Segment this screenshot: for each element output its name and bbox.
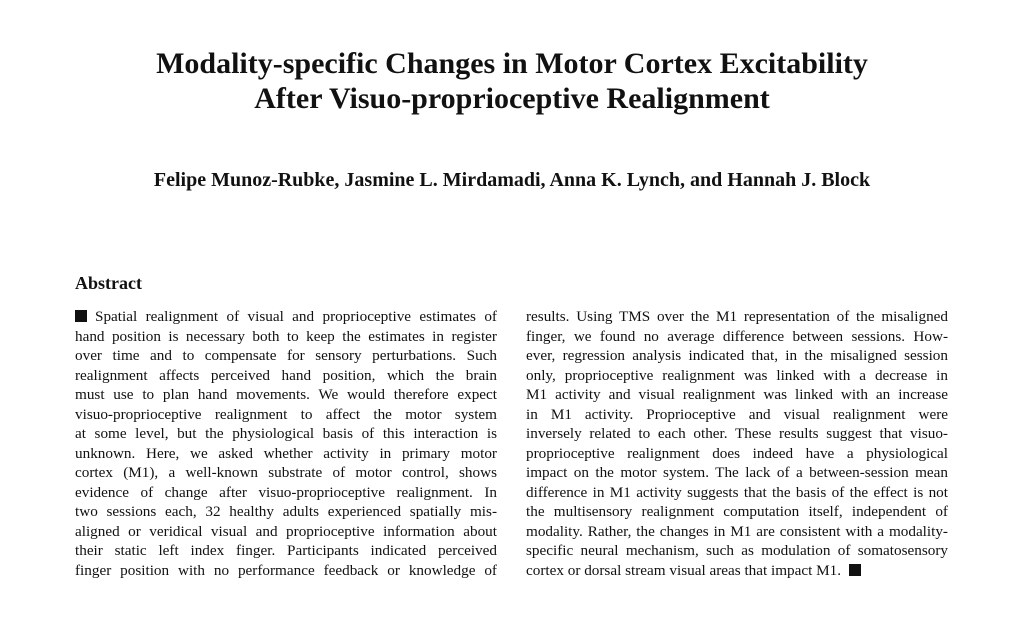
abstract-line: only, proprioceptive realignment was linked with a decrease in [526, 366, 948, 384]
abstract-line: proprioceptive realignment does indeed have a physiological [526, 444, 948, 462]
abstract-line: inversely related to each other. These results suggest that visuo- [526, 425, 948, 442]
abstract-line: hand position is necessary both to keep the estimates in register [75, 327, 497, 345]
abstract-line: impact on the motor system. The lack of a between-session mean [526, 464, 948, 481]
paper-title [0, 46, 1024, 116]
abstract-heading: Abstract [75, 273, 142, 293]
abstract-column-left [75, 307, 497, 580]
abstract-line: finger, we found no average difference between sessions. How- [526, 327, 948, 345]
abstract-line: over time and to compensate for sensory perturbations. Such [75, 347, 497, 364]
abstract-line: modality. Rather, the changes in M1 are consistent with a modality- [526, 522, 948, 540]
abstract-line: the multisensory realignment computation itself, independent of [526, 503, 948, 520]
abstract-line: must use to plan hand movements. We would therefore expect [75, 386, 497, 403]
abstract-column-right [526, 307, 948, 580]
abstract-line: finger position with no performance feedback or knowledge of [75, 561, 497, 579]
author-list: Felipe Munoz-Rubke, Jasmine L. Mirdamadi, Anna K. Lynch, and Hannah J. Block [153, 169, 871, 191]
abstract-line: unknown. Here, we asked whether activity in primary motor [75, 444, 497, 462]
paper-title-line-1: Modality-specific Changes in Motor Cortex Excitability [156, 47, 868, 80]
abstract-line: two sessions each, 32 healthy adults experienced spatially mis- [75, 503, 497, 520]
abstract-start-square-icon [75, 310, 87, 322]
abstract-line: M1 activity and visual realignment was linked with an increase [526, 386, 948, 403]
abstract-line-text: cortex or dorsal stream visual areas that impact M1. [526, 561, 842, 579]
abstract-line: cortex (M1), a well-known substrate of motor control, shows [75, 464, 497, 481]
paper-title-line-2: After Visuo-proprioceptive Realignment [254, 82, 770, 115]
abstract-line: difference in M1 activity suggests that the basis of the effect is not [526, 483, 948, 501]
abstract-line: realignment affects perceived hand position, which the brain [75, 366, 497, 384]
abstract-line: ever, regression analysis indicated that, in the misaligned session [526, 347, 948, 364]
abstract-line: visuo-proprioceptive realignment to affect the motor system [75, 405, 497, 423]
abstract-line: results. Using TMS over the M1 representation of the misaligned [526, 308, 948, 325]
abstract-line-text: Spatial realignment of visual and proprioceptive estimates of [95, 308, 497, 325]
abstract-end-square-icon [849, 564, 861, 576]
abstract-line [526, 561, 948, 581]
abstract-line: in M1 activity. Proprioceptive and visual realignment were [526, 405, 948, 423]
abstract-line: aligned or veridical visual and proprioceptive information about [75, 522, 497, 540]
abstract-line: evidence of change after visuo-proprioceptive realignment. In [75, 483, 497, 501]
abstract-line: specific neural mechanism, such as modulation of somatosensory [526, 542, 948, 559]
abstract-line: their static left index finger. Participants indicated perceived [75, 542, 497, 559]
abstract-line: at some level, but the physiological basis of this interaction is [75, 425, 497, 442]
abstract-line [75, 307, 497, 327]
